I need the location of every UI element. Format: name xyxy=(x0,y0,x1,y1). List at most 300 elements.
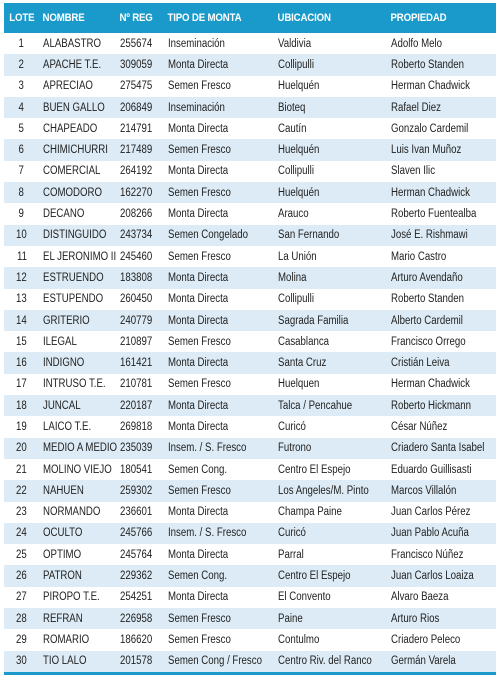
cell-propiedad xyxy=(387,480,496,501)
cell-propiedad-text: Juan Carlos Loaiza xyxy=(391,570,474,583)
cell-propiedad xyxy=(387,352,496,373)
table-row xyxy=(4,480,496,501)
cell-lote xyxy=(4,438,39,459)
cell-nombre xyxy=(39,608,116,629)
cell-ubicacion-text: Curicó xyxy=(278,527,306,540)
cell-nombre-text: OPTIMO xyxy=(43,548,82,561)
cell-ubicacion-text: Huelquen xyxy=(278,378,320,391)
cell-propiedad xyxy=(387,416,496,437)
cell-ubicacion xyxy=(274,118,387,139)
cell-lote xyxy=(4,608,39,629)
cell-propiedad-text: César Núñez xyxy=(391,420,448,433)
cell-ubicacion-text: San Fernando xyxy=(278,229,340,242)
cell-lote xyxy=(4,267,39,288)
cell-reg xyxy=(116,54,164,75)
cell-lote-text: 16 xyxy=(16,357,27,370)
cell-nombre-text: COMERCIAL xyxy=(43,165,101,178)
cell-nombre-text: ALABASTRO xyxy=(43,37,101,50)
cell-tipo-text: Monta Directa xyxy=(168,357,229,370)
cell-reg-text: 269818 xyxy=(120,420,153,433)
cell-lote xyxy=(4,651,39,672)
cell-tipo-text: Insem. / S. Fresco xyxy=(168,442,247,455)
cell-nombre xyxy=(39,33,116,54)
cell-tipo-text: Monta Directa xyxy=(168,58,229,71)
cell-lote xyxy=(4,118,39,139)
cell-lote-text: 24 xyxy=(16,527,27,540)
cell-propiedad xyxy=(387,246,496,267)
cell-reg xyxy=(116,331,164,352)
cell-lote-text: 30 xyxy=(16,655,27,668)
cell-ubicacion-text: Collipulli xyxy=(278,58,314,71)
cell-ubicacion xyxy=(274,608,387,629)
cell-ubicacion-text: Centro Riv. del Ranco xyxy=(278,655,372,668)
header-row xyxy=(4,3,496,33)
cell-lote-text: 5 xyxy=(18,122,25,135)
cell-ubicacion xyxy=(274,331,387,352)
cell-propiedad-text: Adolfo Melo xyxy=(391,37,443,50)
table-row xyxy=(4,54,496,75)
table-row xyxy=(4,438,496,459)
cell-nombre xyxy=(39,416,116,437)
table-row xyxy=(4,225,496,246)
cell-tipo-text: Semen Fresco xyxy=(168,612,231,625)
table-row xyxy=(4,352,496,373)
cell-lote-text: 21 xyxy=(16,463,27,476)
cell-lote-text: 18 xyxy=(16,399,27,412)
header-tipo: TIPO DE MONTA xyxy=(167,12,242,24)
cell-lote-text: 3 xyxy=(18,80,25,93)
cell-ubicacion xyxy=(274,161,387,182)
cell-nombre xyxy=(39,54,116,75)
cell-reg xyxy=(116,587,164,608)
cell-lote xyxy=(4,480,39,501)
cell-lote xyxy=(4,33,39,54)
table-row xyxy=(4,374,496,395)
cell-reg-text: 162270 xyxy=(120,186,153,199)
table-row xyxy=(4,608,496,629)
cell-lote xyxy=(4,139,39,160)
cell-ubicacion-text: Huelquén xyxy=(278,144,320,157)
cell-propiedad xyxy=(387,310,496,331)
cell-reg xyxy=(116,310,164,331)
cell-propiedad-text: Arturo Avendaño xyxy=(391,271,463,284)
cell-tipo xyxy=(164,587,274,608)
cell-tipo-text: Monta Directa xyxy=(168,591,229,604)
cell-reg xyxy=(116,33,164,54)
cell-tipo xyxy=(164,33,274,54)
cell-ubicacion-text: Bioteq xyxy=(278,101,306,114)
cell-tipo xyxy=(164,374,274,395)
cell-propiedad xyxy=(387,76,496,97)
cell-propiedad xyxy=(387,203,496,224)
cell-lote-text: 13 xyxy=(16,293,27,306)
cell-propiedad xyxy=(387,289,496,310)
cell-nombre-text: ILEGAL xyxy=(43,335,77,348)
cell-reg-text: 240779 xyxy=(120,314,153,327)
cell-reg xyxy=(116,608,164,629)
cell-tipo xyxy=(164,139,274,160)
cell-reg-text: 236601 xyxy=(120,506,153,519)
cell-lote xyxy=(4,289,39,310)
cell-ubicacion xyxy=(274,76,387,97)
cell-tipo-text: Monta Directa xyxy=(168,165,229,178)
cell-ubicacion-text: Centro El Espejo xyxy=(278,463,351,476)
cell-reg xyxy=(116,416,164,437)
cell-lote xyxy=(4,544,39,565)
cell-lote xyxy=(4,374,39,395)
cell-reg-text: 229362 xyxy=(120,570,153,583)
cell-tipo-text: Monta Directa xyxy=(168,506,229,519)
header-lote: LOTE xyxy=(9,12,35,24)
cell-nombre-text: NORMANDO xyxy=(43,506,101,519)
cell-propiedad xyxy=(387,629,496,650)
cell-reg-text: 210781 xyxy=(120,378,153,391)
cell-lote-text: 4 xyxy=(18,101,25,114)
table-row xyxy=(4,523,496,544)
table-row xyxy=(4,395,496,416)
cell-propiedad-text: Alvaro Baeza xyxy=(391,591,449,604)
cell-propiedad-text: Rafael Diez xyxy=(391,101,441,114)
cell-reg xyxy=(116,225,164,246)
cell-nombre xyxy=(39,97,116,118)
table-row xyxy=(4,139,496,160)
cell-tipo-text: Semen Cong / Fresco xyxy=(168,655,262,668)
cell-reg xyxy=(116,267,164,288)
table-row xyxy=(4,416,496,437)
cell-tipo xyxy=(164,480,274,501)
cell-nombre xyxy=(39,565,116,586)
table-row xyxy=(4,118,496,139)
table-row xyxy=(4,76,496,97)
cell-reg-text: 186620 xyxy=(120,633,153,646)
cell-nombre xyxy=(39,629,116,650)
cell-ubicacion xyxy=(274,374,387,395)
cell-reg xyxy=(116,438,164,459)
cell-nombre xyxy=(39,480,116,501)
cell-propiedad-text: Mario Castro xyxy=(391,250,447,263)
cell-lote xyxy=(4,182,39,203)
cell-propiedad xyxy=(387,502,496,523)
cell-ubicacion xyxy=(274,310,387,331)
cell-lote-text: 28 xyxy=(16,612,27,625)
cell-propiedad-text: Germán Varela xyxy=(391,655,456,668)
cell-nombre-text: BUEN GALLO xyxy=(43,101,105,114)
cell-nombre xyxy=(39,310,116,331)
cell-tipo xyxy=(164,629,274,650)
cell-ubicacion-text: Santa Cruz xyxy=(278,357,327,370)
cell-ubicacion xyxy=(274,544,387,565)
cell-nombre xyxy=(39,161,116,182)
cell-nombre-text: INTRUSO T.E. xyxy=(43,378,106,391)
cell-tipo xyxy=(164,182,274,203)
cell-reg-text: 180541 xyxy=(120,463,153,476)
cell-ubicacion-text: Parral xyxy=(278,548,304,561)
cell-nombre-text: ESTRUENDO xyxy=(43,271,104,284)
cell-lote xyxy=(4,97,39,118)
cell-lote xyxy=(4,565,39,586)
cell-nombre xyxy=(39,544,116,565)
cell-reg-text: 245460 xyxy=(120,250,153,263)
table-row xyxy=(4,565,496,586)
cell-tipo-text: Monta Directa xyxy=(168,208,229,221)
table-row xyxy=(4,587,496,608)
cell-tipo xyxy=(164,352,274,373)
cell-lote xyxy=(4,587,39,608)
cell-tipo xyxy=(164,225,274,246)
cell-ubicacion-text: Arauco xyxy=(278,208,309,221)
cell-tipo xyxy=(164,54,274,75)
cell-ubicacion-text: Centro El Espejo xyxy=(278,570,351,583)
bottom-rule xyxy=(4,672,496,675)
cell-propiedad xyxy=(387,544,496,565)
cell-lote-text: 27 xyxy=(16,591,27,604)
cell-tipo-text: Semen Fresco xyxy=(168,144,231,157)
cell-nombre xyxy=(39,246,116,267)
cell-tipo xyxy=(164,523,274,544)
cell-reg xyxy=(116,651,164,672)
table-body xyxy=(4,33,496,672)
cell-tipo-text: Semen Fresco xyxy=(168,378,231,391)
cell-propiedad-text: Luis Ivan Muñoz xyxy=(391,144,462,157)
cell-propiedad-text: Eduardo Guillisasti xyxy=(391,463,472,476)
table-row xyxy=(4,331,496,352)
cell-nombre xyxy=(39,225,116,246)
cell-nombre xyxy=(39,352,116,373)
cell-ubicacion-text: Collipulli xyxy=(278,293,314,306)
header-propiedad: PROPIEDAD xyxy=(390,12,447,24)
cell-reg xyxy=(116,139,164,160)
cell-reg-text: 264192 xyxy=(120,165,153,178)
cell-propiedad-text: Slaven Ilic xyxy=(391,165,436,178)
cell-propiedad xyxy=(387,225,496,246)
cell-ubicacion xyxy=(274,565,387,586)
cell-nombre-text: ESTUPENDO xyxy=(43,293,104,306)
cell-nombre-text: GRITERIO xyxy=(43,314,90,327)
cell-nombre-text: MOLINO VIEJO xyxy=(43,463,112,476)
cell-lote-text: 11 xyxy=(16,250,27,263)
cell-ubicacion-text: Cautín xyxy=(278,122,307,135)
cell-ubicacion xyxy=(274,33,387,54)
cell-lote-text: 1 xyxy=(18,37,25,50)
cell-propiedad xyxy=(387,608,496,629)
cell-lote xyxy=(4,629,39,650)
cell-reg xyxy=(116,118,164,139)
cell-lote xyxy=(4,352,39,373)
cell-ubicacion xyxy=(274,480,387,501)
cell-reg-text: 243734 xyxy=(120,229,153,242)
cell-propiedad xyxy=(387,374,496,395)
cell-propiedad xyxy=(387,395,496,416)
cell-ubicacion xyxy=(274,182,387,203)
cell-propiedad xyxy=(387,182,496,203)
cell-reg-text: 161421 xyxy=(120,357,153,370)
cell-propiedad-text: Roberto Hickmann xyxy=(391,399,471,412)
cell-nombre-text: EL JERONIMO II xyxy=(43,250,117,263)
cell-lote-text: 2 xyxy=(18,58,25,71)
cell-nombre-text: REFRAN xyxy=(43,612,83,625)
cell-reg-text: 275475 xyxy=(120,80,153,93)
cell-reg-text: 214791 xyxy=(120,122,153,135)
cell-tipo xyxy=(164,331,274,352)
table-row xyxy=(4,544,496,565)
cell-nombre xyxy=(39,587,116,608)
cell-nombre xyxy=(39,203,116,224)
cell-reg-text: 254251 xyxy=(120,591,153,604)
cell-nombre-text: DISTINGUIDO xyxy=(43,229,107,242)
cell-tipo-text: Monta Directa xyxy=(168,271,229,284)
cell-reg xyxy=(116,203,164,224)
cell-tipo xyxy=(164,438,274,459)
cell-nombre-text: JUNCAL xyxy=(43,399,81,412)
cell-propiedad-text: Alberto Cardemil xyxy=(391,314,463,327)
cell-nombre-text: PATRON xyxy=(43,570,82,583)
cell-lote xyxy=(4,523,39,544)
cell-propiedad xyxy=(387,97,496,118)
table-row xyxy=(4,33,496,54)
table-row xyxy=(4,459,496,480)
cell-propiedad-text: Cristián Leiva xyxy=(391,357,450,370)
cell-tipo-text: Semen Congelado xyxy=(168,229,249,242)
cell-ubicacion-text: Futrono xyxy=(278,442,312,455)
cell-reg-text: 260450 xyxy=(120,293,153,306)
cell-propiedad-text: Francisco Núñez xyxy=(391,548,464,561)
cell-tipo-text: Monta Directa xyxy=(168,293,229,306)
cell-propiedad xyxy=(387,459,496,480)
cell-ubicacion xyxy=(274,139,387,160)
cell-propiedad xyxy=(387,565,496,586)
cell-propiedad-text: Arturo Rios xyxy=(391,612,440,625)
cell-propiedad-text: Roberto Standen xyxy=(391,293,465,306)
cell-nombre xyxy=(39,118,116,139)
table-row xyxy=(4,97,496,118)
cell-lote xyxy=(4,203,39,224)
cell-propiedad-text: Gonzalo Cardemil xyxy=(391,122,469,135)
cell-reg xyxy=(116,502,164,523)
table-row xyxy=(4,502,496,523)
cell-nombre-text: MEDIO A MEDIO xyxy=(43,442,118,455)
cell-lote xyxy=(4,225,39,246)
cell-tipo xyxy=(164,161,274,182)
cell-propiedad xyxy=(387,33,496,54)
cell-tipo-text: Monta Directa xyxy=(168,314,229,327)
cell-ubicacion-text: Curicó xyxy=(278,420,306,433)
cell-nombre xyxy=(39,651,116,672)
cell-tipo xyxy=(164,459,274,480)
cell-reg xyxy=(116,395,164,416)
table-row xyxy=(4,651,496,672)
cell-tipo-text: Monta Directa xyxy=(168,420,229,433)
cell-lote-text: 8 xyxy=(18,186,25,199)
cell-reg-text: 208266 xyxy=(120,208,153,221)
table-row xyxy=(4,629,496,650)
cell-ubicacion xyxy=(274,438,387,459)
cell-lote-text: 9 xyxy=(18,208,25,221)
cell-tipo-text: Inseminación xyxy=(168,101,225,114)
cell-propiedad xyxy=(387,438,496,459)
cell-lote xyxy=(4,54,39,75)
cell-lote xyxy=(4,502,39,523)
cell-ubicacion xyxy=(274,225,387,246)
cell-reg xyxy=(116,523,164,544)
cell-propiedad-text: Juan Pablo Acuña xyxy=(391,527,469,540)
cell-reg-text: 220187 xyxy=(120,399,153,412)
cell-tipo xyxy=(164,565,274,586)
cell-tipo-text: Semen Fresco xyxy=(168,484,231,497)
cell-lote-text: 17 xyxy=(16,378,27,391)
cell-lote-text: 26 xyxy=(16,570,27,583)
cell-reg-text: 217489 xyxy=(120,144,153,157)
cell-nombre-text: PIROPO T.E. xyxy=(43,591,100,604)
cell-lote-text: 25 xyxy=(16,548,27,561)
cell-nombre-text: CHAPEADO xyxy=(43,122,98,135)
cell-nombre xyxy=(39,523,116,544)
cell-tipo xyxy=(164,608,274,629)
cell-ubicacion-text: Champa Paine xyxy=(278,506,342,519)
cell-tipo-text: Semen Fresco xyxy=(168,633,231,646)
cell-ubicacion-text: Sagrada Familia xyxy=(278,314,349,327)
cell-reg xyxy=(116,565,164,586)
cell-nombre xyxy=(39,502,116,523)
cell-nombre xyxy=(39,331,116,352)
cell-lote-text: 14 xyxy=(16,314,27,327)
cell-lote xyxy=(4,331,39,352)
cell-propiedad-text: Herman Chadwick xyxy=(391,186,470,199)
cell-nombre-text: COMODORO xyxy=(43,186,103,199)
header-ubicacion: UBICACION xyxy=(277,12,331,24)
cell-ubicacion xyxy=(274,523,387,544)
cell-ubicacion-text: La Unión xyxy=(278,250,317,263)
cell-reg-text: 201578 xyxy=(120,655,153,668)
cell-reg-text: 183808 xyxy=(120,271,153,284)
cell-tipo-text: Monta Directa xyxy=(168,399,229,412)
cell-reg xyxy=(116,161,164,182)
cell-nombre-text: LAICO T.E. xyxy=(43,420,92,433)
table-header xyxy=(4,3,496,33)
lots-table xyxy=(4,3,496,672)
cell-nombre-text: ROMARIO xyxy=(43,633,90,646)
cell-tipo-text: Semen Fresco xyxy=(168,250,231,263)
cell-tipo xyxy=(164,502,274,523)
cell-tipo xyxy=(164,416,274,437)
cell-propiedad xyxy=(387,54,496,75)
cell-tipo-text: Semen Fresco xyxy=(168,80,231,93)
cell-ubicacion xyxy=(274,629,387,650)
cell-nombre xyxy=(39,182,116,203)
cell-lote-text: 12 xyxy=(16,271,27,284)
cell-nombre-text: TIO LALO xyxy=(43,655,87,668)
cell-propiedad-text: José E. Rishmawi xyxy=(391,229,468,242)
cell-reg xyxy=(116,544,164,565)
cell-propiedad-text: Herman Chadwick xyxy=(391,378,470,391)
cell-ubicacion-text: Huelquén xyxy=(278,80,320,93)
cell-tipo-text: Insem. / S. Fresco xyxy=(168,527,247,540)
cell-reg-text: 210897 xyxy=(120,335,153,348)
cell-ubicacion xyxy=(274,203,387,224)
cell-reg xyxy=(116,374,164,395)
header-nombre: NOMBRE xyxy=(42,12,85,24)
cell-ubicacion xyxy=(274,54,387,75)
cell-propiedad-text: Francisco Orrego xyxy=(391,335,466,348)
cell-propiedad xyxy=(387,523,496,544)
cell-tipo xyxy=(164,118,274,139)
cell-lote xyxy=(4,310,39,331)
cell-reg-text: 259302 xyxy=(120,484,153,497)
cell-reg xyxy=(116,246,164,267)
cell-lote-text: 23 xyxy=(16,506,27,519)
cell-ubicacion-text: Collipulli xyxy=(278,165,314,178)
cell-reg xyxy=(116,76,164,97)
cell-propiedad-text: Herman Chadwick xyxy=(391,80,470,93)
